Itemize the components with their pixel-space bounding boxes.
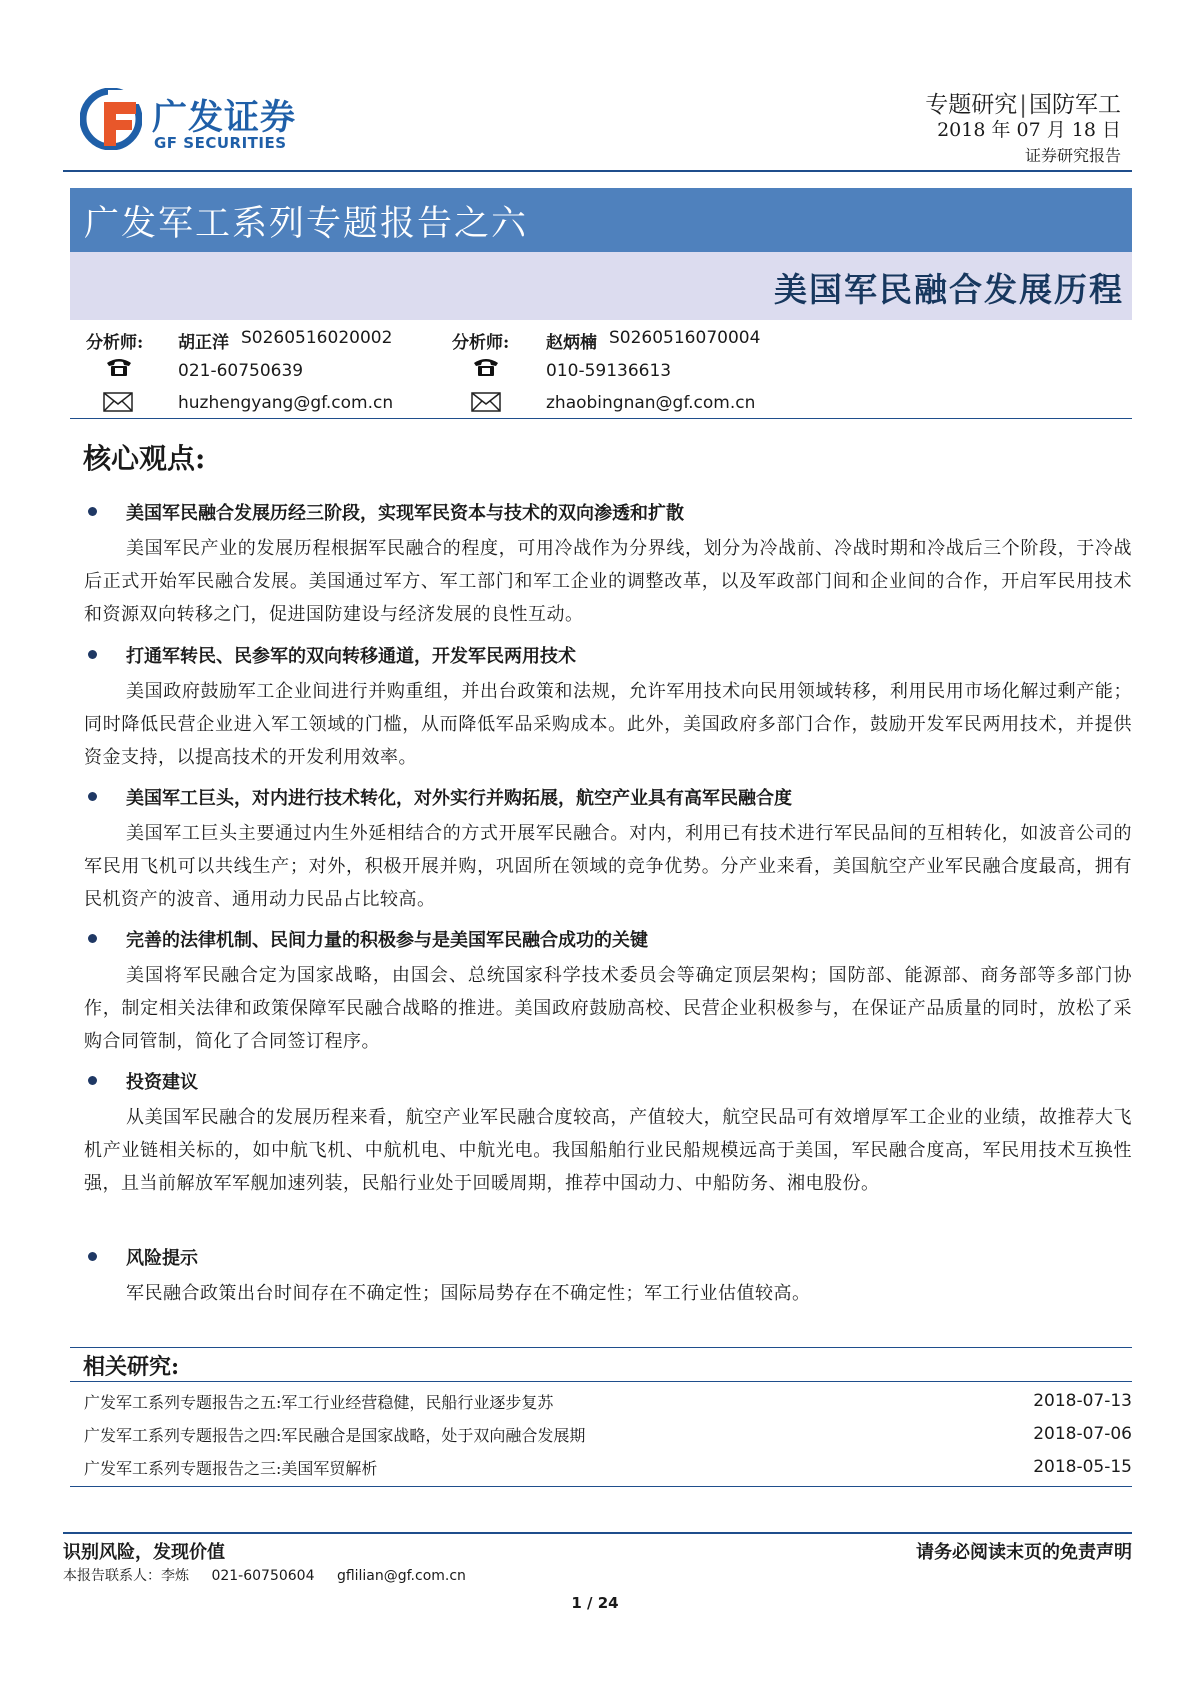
contact-person: 本报告联系人：李炼 (63, 1568, 189, 1584)
section-body: 美国军民产业的发展历程根据军民融合的程度，可用冷战作为分界线，划分为冷战前、冷战时期和冷战后三个阶段，于冷战后正式开始军民融合发展。美国通过军方、军工部门和军工企业的调整改革，以及军政部门间和企业间的合作，开启军民用技术和资源双向转移之门，促进国防建设与经济发展的良性互动。 (84, 538, 1132, 625)
analyst-email[interactable]: zhaobingnan@gf.com.cn (546, 393, 756, 413)
analyst-phone: 021-60750639 (178, 361, 304, 381)
analyst-label: 分析师: (86, 333, 144, 353)
related-divider (70, 1381, 1132, 1382)
section-heading: 投资建议 (126, 1072, 198, 1093)
section-body: 军民融合政策出台时间存在不确定性；国际局势存在不确定性；军工行业估值较高。 (126, 1283, 811, 1304)
related-divider-bottom (70, 1486, 1132, 1487)
report-date: 2018 年 07 月 18 日 (937, 119, 1121, 141)
bullet-icon (88, 507, 97, 516)
analyst-label: 分析师: (452, 333, 510, 353)
subtitle-banner (70, 252, 1132, 320)
category-separator: | (1019, 92, 1027, 118)
bullet-icon (88, 1076, 97, 1085)
footer-slogan: 识别风险，发现价值 (63, 1542, 225, 1563)
bullet-icon (88, 934, 97, 943)
section-body: 美国军工巨头主要通过内生外延相结合的方式开展军民融合。对内，利用已有技术进行军民品间的互相转化，如波音公司的军民用飞机可以共线生产；对外，积极开展并购，巩固所在领域的竞争优势。分产业来看，美国航空产业军民融合度最高，拥有民机资产的波音、通用动力民品占比较高。 (84, 823, 1132, 910)
related-item-date: 2018-05-15 (1033, 1457, 1132, 1477)
section-heading: 打通军转民、民参军的双向转移通道，开发军民两用技术 (126, 646, 576, 667)
bullet-icon (88, 650, 97, 659)
analyst-cert: S0260516020002 (241, 328, 393, 348)
contact-phone: 021-60750604 (211, 1568, 315, 1584)
analyst-divider (70, 418, 1132, 419)
analyst-name: 胡正洋 (178, 333, 229, 353)
analyst-name: 赵炳楠 (546, 333, 597, 353)
footer-contact (63, 1565, 484, 1585)
phone-icon (105, 357, 133, 377)
related-item-title[interactable]: 广发军工系列专题报告之三:美国军贸解析 (84, 1459, 378, 1478)
logo-english-name: GF SECURITIES (154, 134, 287, 152)
report-subtitle: 美国军民融合发展历程 (774, 270, 1124, 309)
mail-icon (471, 392, 501, 412)
related-item-date: 2018-07-13 (1033, 1391, 1132, 1411)
section-heading: 美国军民融合发展历经三阶段，实现军民资本与技术的双向渗透和扩散 (126, 503, 684, 524)
related-item-title[interactable]: 广发军工系列专题报告之五:军工行业经营稳健，民船行业逐步复苏 (84, 1393, 554, 1412)
page-number: 1 / 24 (571, 1594, 619, 1612)
header-divider (63, 170, 1132, 172)
analyst-cert: S0260516070004 (609, 328, 761, 348)
analyst-phone: 010-59136613 (546, 361, 672, 381)
report-type: 专题研究 (925, 92, 1018, 118)
series-title: 广发军工系列专题报告之六 (84, 204, 529, 244)
footer-divider (63, 1532, 1132, 1534)
title-banner (70, 188, 1132, 252)
bullet-icon (88, 792, 97, 801)
contact-email[interactable]: gflilian@gf.com.cn (336, 1568, 466, 1584)
analyst-email[interactable]: huzhengyang@gf.com.cn (178, 393, 394, 413)
section-heading: 完善的法律机制、民间力量的积极参与是美国军民融合成功的关键 (126, 930, 648, 951)
related-item-date: 2018-07-06 (1033, 1424, 1132, 1444)
core-view-title: 核心观点: (83, 442, 206, 475)
section-body: 美国政府鼓励军工企业间进行并购重组，并出台政策和法规，允许军用技术向民用领域转移，利用民用市场化解过剩产能；同时降低民营企业进入军工领域的门槛，从而降低军品采购成本。此外，美国政府多部门合作，鼓励开发军民两用技术，并提供资金支持，以提高技术的开发利用效率。 (84, 681, 1132, 768)
section-body: 美国将军民融合定为国家战略，由国会、总统国家科学技术委员会等确定顶层架构；国防部、能源部、商务部等多部门协作，制定相关法律和政策保障军民融合战略的推进。美国政府鼓励高校、民营企业积极参与，在保证产品质量的同时，放松了采购合同管制，简化了合同签订程序。 (84, 965, 1132, 1052)
section-body: 从美国军民融合的发展历程来看，航空产业军民融合度较高，产值较大，航空民品可有效增厚军工企业的业绩，故推荐大飞机产业链相关标的，如中航飞机、中航机电、中航光电。我国船舶行业民船规模远高于美国，军民融合度高，军民用技术互换性强，且当前解放军军舰加速列装，民船行业处于回暖周期，推荐中国动力、中船防务、湘电股份。 (84, 1107, 1132, 1194)
related-research-title: 相关研究: (83, 1354, 180, 1380)
bullet-icon (88, 1252, 97, 1261)
related-divider-top (70, 1347, 1132, 1348)
section-heading: 美国军工巨头，对内进行技术转化，对外实行并购拓展，航空产业具有高军民融合度 (126, 788, 792, 809)
report-sector: 国防军工 (1029, 92, 1121, 118)
report-kind: 证券研究报告 (1024, 146, 1121, 165)
mail-icon (103, 392, 133, 412)
logo-chinese-name: 广发证券 (152, 98, 297, 138)
gf-logo-icon (80, 88, 142, 150)
footer-disclaimer: 请务必阅读末页的免责声明 (916, 1542, 1132, 1563)
related-item-title[interactable]: 广发军工系列专题报告之四:军民融合是国家战略，处于双向融合发展期 (84, 1426, 586, 1445)
section-heading: 风险提示 (126, 1248, 198, 1269)
phone-icon (472, 357, 500, 377)
